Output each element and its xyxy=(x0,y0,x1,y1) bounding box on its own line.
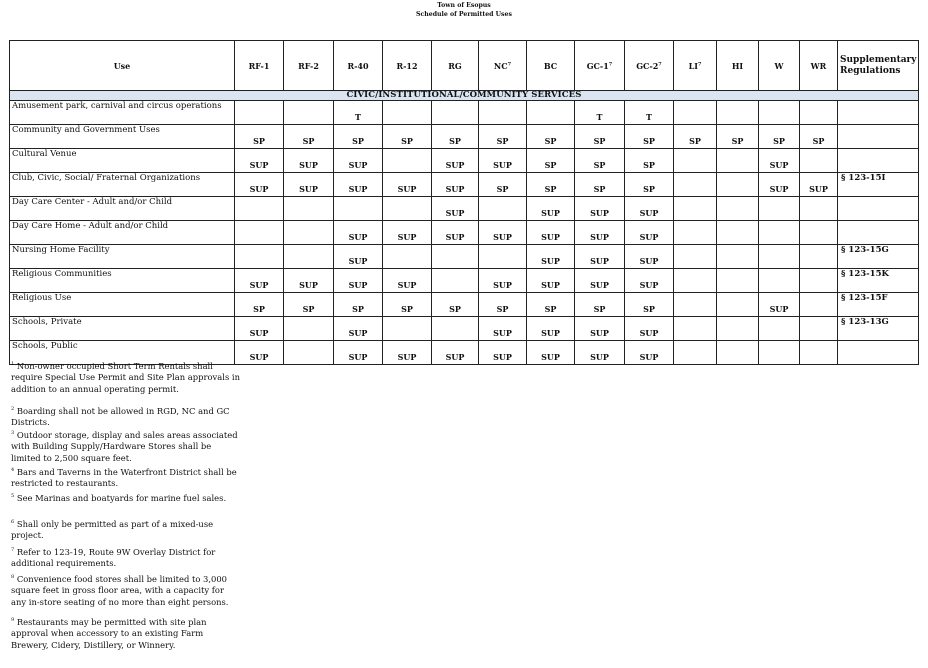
permit-cell: SP xyxy=(527,293,575,317)
permit-cell: SP xyxy=(235,293,284,317)
permit-cell xyxy=(800,317,838,341)
permit-cell: SP xyxy=(575,125,625,149)
permit-cell: SUP xyxy=(334,341,383,365)
supplementary-regulation: § 123-15I xyxy=(838,173,919,197)
permit-cell: SUP xyxy=(235,269,284,293)
permit-cell: SUP xyxy=(284,173,334,197)
permitted-uses-table xyxy=(9,40,919,365)
footnote xyxy=(11,545,241,570)
permit-cell: SP xyxy=(527,149,575,173)
permit-cell xyxy=(383,245,432,269)
permit-cell xyxy=(800,221,838,245)
permit-cell: SP xyxy=(284,293,334,317)
permit-cell: SUP xyxy=(432,149,479,173)
permit-cell xyxy=(284,245,334,269)
permit-cell: SUP xyxy=(527,341,575,365)
permit-cell: SP xyxy=(235,125,284,149)
footnote-number: 8 xyxy=(11,574,15,580)
permit-cell xyxy=(432,101,479,125)
permit-cell: SUP xyxy=(432,221,479,245)
permit-cell: SP xyxy=(575,173,625,197)
permit-cell xyxy=(674,245,717,269)
table-row xyxy=(10,101,919,125)
permit-cell: SP xyxy=(479,173,527,197)
permit-cell xyxy=(717,245,759,269)
permit-cell: SP xyxy=(479,293,527,317)
permit-cell: SUP xyxy=(527,269,575,293)
permit-cell: SP xyxy=(625,173,674,197)
table-row xyxy=(10,173,919,197)
permit-cell: SUP xyxy=(284,269,334,293)
permit-cell: SP xyxy=(717,125,759,149)
permit-cell xyxy=(527,101,575,125)
use-name: Day Care Center - Adult and/or Child xyxy=(10,197,235,221)
column-label: W xyxy=(774,60,784,71)
permit-cell: SUP xyxy=(759,173,800,197)
permit-cell: SUP xyxy=(479,341,527,365)
permit-cell: SUP xyxy=(800,173,838,197)
footnote xyxy=(11,465,241,490)
permit-cell xyxy=(800,101,838,125)
column-header xyxy=(284,41,334,91)
column-header xyxy=(674,41,717,91)
table-row xyxy=(10,197,919,221)
permit-cell xyxy=(674,173,717,197)
use-name: Religious Communities xyxy=(10,269,235,293)
permit-cell xyxy=(717,317,759,341)
column-footnote-ref: 7 xyxy=(507,60,512,67)
permit-cell xyxy=(674,269,717,293)
footnote xyxy=(11,404,241,429)
permit-cell: SP xyxy=(759,125,800,149)
use-name: Schools, Private xyxy=(10,317,235,341)
column-header xyxy=(838,41,919,91)
permit-cell xyxy=(717,173,759,197)
permit-cell: SP xyxy=(625,125,674,149)
permit-cell: SUP xyxy=(479,221,527,245)
permit-cell: SUP xyxy=(625,197,674,221)
permit-cell xyxy=(432,317,479,341)
permit-cell: SUP xyxy=(479,269,527,293)
permit-cell: SUP xyxy=(759,149,800,173)
permit-cell xyxy=(759,341,800,365)
permit-cell: SP xyxy=(334,293,383,317)
permit-cell: SUP xyxy=(334,269,383,293)
town-title: Town of Esopus xyxy=(437,2,491,9)
permit-cell xyxy=(284,221,334,245)
permit-cell xyxy=(284,341,334,365)
permit-cell: SP xyxy=(674,125,717,149)
column-header xyxy=(10,41,235,91)
permit-cell: SUP xyxy=(383,269,432,293)
use-name: Day Care Home - Adult and/or Child xyxy=(10,221,235,245)
permit-cell xyxy=(284,197,334,221)
table-header-row xyxy=(10,41,919,91)
supplementary-regulation xyxy=(838,101,919,125)
permit-cell: SUP xyxy=(432,197,479,221)
supplementary-regulation: § 123-15F xyxy=(838,293,919,317)
permit-cell xyxy=(674,149,717,173)
supplementary-regulation xyxy=(838,125,919,149)
footnote-number: 1 xyxy=(11,361,15,367)
supplementary-regulation xyxy=(838,221,919,245)
permit-cell xyxy=(759,101,800,125)
permit-cell xyxy=(800,269,838,293)
permit-cell: SUP xyxy=(527,197,575,221)
permit-cell: SUP xyxy=(575,341,625,365)
permit-cell: SUP xyxy=(575,269,625,293)
column-header xyxy=(575,41,625,91)
permit-cell: SUP xyxy=(383,341,432,365)
footnote-text: Outdoor storage, display and sales areas associated with Building Supply/Hardware Stores shall be limited to 2,500 square feet. xyxy=(11,429,238,463)
footnote-number: 2 xyxy=(11,406,15,412)
permit-cell: SUP xyxy=(479,317,527,341)
permit-cell: SUP xyxy=(235,317,284,341)
permit-cell xyxy=(800,245,838,269)
permit-cell: SUP xyxy=(575,245,625,269)
column-header xyxy=(334,41,383,91)
table-row xyxy=(10,221,919,245)
footnote xyxy=(11,572,241,608)
column-footnote-ref: 7 xyxy=(608,60,613,67)
column-label: Supplementary Regulations xyxy=(840,54,917,76)
schedule-title: Schedule of Permitted Uses xyxy=(416,11,512,18)
permit-cell xyxy=(674,317,717,341)
column-footnote-ref: 7 xyxy=(697,60,702,67)
permit-cell: SUP xyxy=(334,149,383,173)
permit-cell: SUP xyxy=(383,221,432,245)
footnote-text: Refer to 123-19, Route 9W Overlay District for additional requirements. xyxy=(11,546,216,569)
use-name: Club, Civic, Social/ Fraternal Organizations xyxy=(10,173,235,197)
footnote xyxy=(11,428,241,464)
permit-cell xyxy=(800,197,838,221)
column-label: RF-2 xyxy=(298,60,319,71)
table-row xyxy=(10,269,919,293)
table-row xyxy=(10,125,919,149)
permit-cell: SUP xyxy=(575,197,625,221)
permit-cell: SUP xyxy=(235,149,284,173)
permit-cell xyxy=(759,317,800,341)
permit-cell: SUP xyxy=(575,317,625,341)
footnote-text: Bars and Taverns in the Waterfront District shall be restricted to restaurants. xyxy=(11,466,237,489)
permit-cell xyxy=(759,197,800,221)
footnote-text: Convenience food stores shall be limited to 3,000 square feet in gross floor area, with a capacity for any in-store seating of no more than eight persons. xyxy=(11,573,229,607)
use-name: Community and Government Uses xyxy=(10,125,235,149)
footnote xyxy=(11,517,241,542)
column-header xyxy=(625,41,674,91)
document-header xyxy=(0,1,928,19)
permit-cell xyxy=(717,101,759,125)
permit-cell xyxy=(717,197,759,221)
permit-cell xyxy=(235,197,284,221)
footnote-text: Restaurants may be permitted with site plan approval when accessory to an existing Farm Brewery, Cidery, Distillery, or Winnery. xyxy=(11,616,207,650)
column-header xyxy=(479,41,527,91)
permit-cell xyxy=(717,269,759,293)
permit-cell xyxy=(674,101,717,125)
footnote-number: 5 xyxy=(11,493,15,499)
permit-cell: T xyxy=(625,101,674,125)
permit-cell xyxy=(432,269,479,293)
permit-cell: SP xyxy=(383,125,432,149)
permit-cell xyxy=(717,149,759,173)
permit-cell: SP xyxy=(625,149,674,173)
permit-cell: SUP xyxy=(625,221,674,245)
permit-cell: SUP xyxy=(527,245,575,269)
permit-cell xyxy=(759,245,800,269)
supplementary-regulation: § 123-15K xyxy=(838,269,919,293)
permit-cell xyxy=(383,149,432,173)
permit-cell xyxy=(284,317,334,341)
footnote-text: Non-owner occupied Short Term Rentals shall require Special Use Permit and Site Plan approvals in addition to an annual operating permit. xyxy=(11,360,240,394)
column-header xyxy=(759,41,800,91)
supplementary-regulation: § 123-15G xyxy=(838,245,919,269)
permit-cell: SP xyxy=(334,125,383,149)
column-label: BC xyxy=(543,60,558,71)
permit-cell xyxy=(383,101,432,125)
column-label: GC-2 xyxy=(636,60,659,71)
permit-cell: T xyxy=(334,101,383,125)
permit-cell: SUP xyxy=(527,317,575,341)
permit-cell xyxy=(334,197,383,221)
footnote xyxy=(11,359,241,395)
permit-cell: SUP xyxy=(334,317,383,341)
column-label: Use xyxy=(113,60,131,71)
permit-cell xyxy=(674,197,717,221)
footnote-number: 7 xyxy=(11,547,15,553)
use-name: Religious Use xyxy=(10,293,235,317)
column-header xyxy=(800,41,838,91)
permit-cell: SP xyxy=(800,125,838,149)
permit-cell xyxy=(235,245,284,269)
permit-cell xyxy=(479,197,527,221)
column-header xyxy=(717,41,759,91)
column-label: RG xyxy=(448,60,462,71)
permit-cell: SP xyxy=(432,293,479,317)
permit-cell: SUP xyxy=(625,269,674,293)
column-label: HI xyxy=(731,60,744,71)
permit-cell: SP xyxy=(479,125,527,149)
permit-cell xyxy=(759,269,800,293)
column-label: WR xyxy=(810,60,827,71)
permit-cell: SUP xyxy=(625,245,674,269)
footnote-number: 4 xyxy=(11,467,15,473)
permit-cell xyxy=(479,245,527,269)
permit-cell xyxy=(432,245,479,269)
permit-cell xyxy=(383,317,432,341)
section-row xyxy=(10,91,919,101)
column-header xyxy=(235,41,284,91)
permit-cell: SP xyxy=(575,293,625,317)
permit-cell xyxy=(674,221,717,245)
permit-cell: SUP xyxy=(432,341,479,365)
permit-cell: SUP xyxy=(334,221,383,245)
column-header xyxy=(527,41,575,91)
column-footnote-ref: 7 xyxy=(658,60,662,67)
permit-cell xyxy=(674,341,717,365)
footnote-number: 9 xyxy=(11,617,15,623)
column-label: R-12 xyxy=(396,60,418,71)
permit-cell xyxy=(235,221,284,245)
permit-cell xyxy=(759,221,800,245)
column-label: NC xyxy=(493,60,508,71)
permit-cell: SUP xyxy=(575,221,625,245)
supplementary-regulation: § 123-13G xyxy=(838,317,919,341)
footnote-number: 6 xyxy=(11,519,15,525)
supplementary-regulation xyxy=(838,197,919,221)
permit-cell: SUP xyxy=(432,173,479,197)
permit-cell: SUP xyxy=(625,341,674,365)
column-header xyxy=(432,41,479,91)
use-name: Cultural Venue xyxy=(10,149,235,173)
footnote-number: 3 xyxy=(11,430,15,436)
permit-cell xyxy=(717,341,759,365)
footnote xyxy=(11,491,241,504)
column-label: LI xyxy=(688,60,698,71)
permit-cell xyxy=(235,101,284,125)
permit-cell: SP xyxy=(575,149,625,173)
permit-cell: SUP xyxy=(235,341,284,365)
column-header xyxy=(383,41,432,91)
permit-cell xyxy=(383,197,432,221)
permit-cell: SUP xyxy=(625,317,674,341)
permit-cell xyxy=(717,293,759,317)
use-name: Amusement park, carnival and circus operations xyxy=(10,101,235,125)
footnote-text: Shall only be permitted as part of a mixed-use project. xyxy=(11,518,214,541)
column-label: GC-1 xyxy=(586,60,609,71)
use-name: Nursing Home Facility xyxy=(10,245,235,269)
permit-cell: SP xyxy=(284,125,334,149)
use-name: Schools, Public xyxy=(10,341,235,365)
permit-cell xyxy=(800,149,838,173)
section-title: CIVIC/INSTITUTIONAL/COMMUNITY SERVICES xyxy=(10,91,919,101)
permit-cell: SUP xyxy=(759,293,800,317)
permit-cell: SUP xyxy=(334,173,383,197)
permit-cell: SP xyxy=(432,125,479,149)
permit-cell xyxy=(717,221,759,245)
permit-cell xyxy=(800,341,838,365)
footnote-text: See Marinas and boatyards for marine fuel sales. xyxy=(16,492,227,503)
permit-cell xyxy=(800,293,838,317)
permit-cell: SUP xyxy=(334,245,383,269)
permit-cell xyxy=(284,101,334,125)
permit-cell: SP xyxy=(625,293,674,317)
table-row xyxy=(10,293,919,317)
footnote-text: Boarding shall not be allowed in RGD, NC and GC Districts. xyxy=(11,405,230,428)
permit-cell xyxy=(479,101,527,125)
permit-cell: T xyxy=(575,101,625,125)
permit-cell: SP xyxy=(527,173,575,197)
table-row xyxy=(10,149,919,173)
permit-cell: SUP xyxy=(284,149,334,173)
table-row xyxy=(10,317,919,341)
table-row xyxy=(10,245,919,269)
permit-cell xyxy=(674,293,717,317)
supplementary-regulation xyxy=(838,341,919,365)
permit-cell: SUP xyxy=(479,149,527,173)
column-label: RF-1 xyxy=(248,60,270,71)
permit-cell: SP xyxy=(527,125,575,149)
supplementary-regulation xyxy=(838,149,919,173)
permit-cell: SP xyxy=(383,293,432,317)
footnote xyxy=(11,615,241,651)
permit-cell: SUP xyxy=(383,173,432,197)
column-label: R-40 xyxy=(347,60,369,71)
permit-cell: SUP xyxy=(527,221,575,245)
permit-cell: SUP xyxy=(235,173,284,197)
